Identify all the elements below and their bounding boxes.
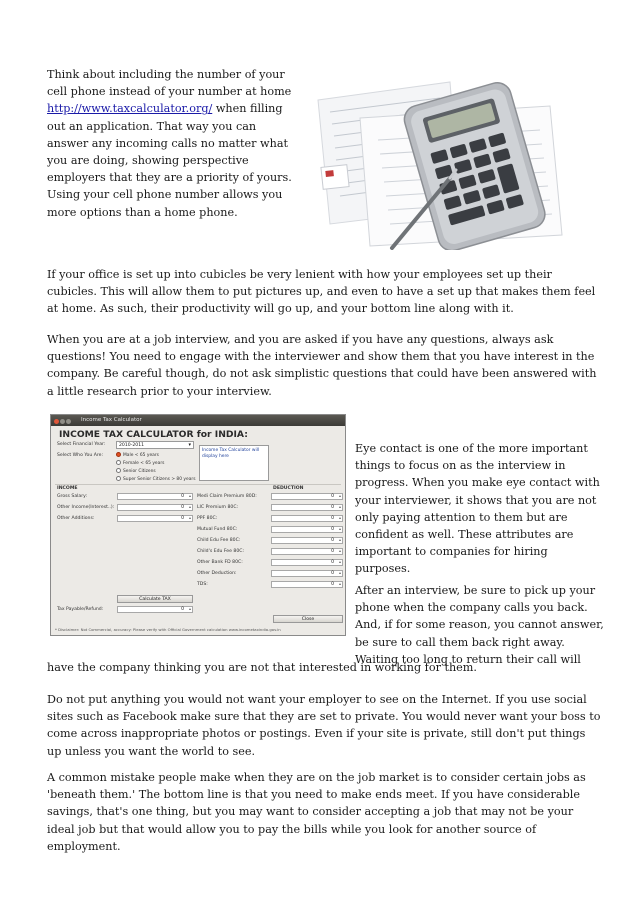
deduction-input[interactable]: 0 ▴ — [271, 570, 343, 577]
financial-year-select[interactable]: 2010-2011 ▾ — [116, 441, 194, 449]
deduction-label: TDS: — [197, 582, 208, 587]
taxcalculator-link[interactable]: http://www.taxcalculator.org/ — [47, 102, 213, 116]
deduction-input[interactable]: 0 ▴ — [271, 526, 343, 533]
deduction-label: Other Deduction: — [197, 571, 237, 576]
financial-year-label: Select Financial Year: — [57, 442, 106, 447]
income-header: INCOME — [57, 486, 78, 491]
gross-salary-input[interactable]: 0 ▴ — [117, 493, 193, 500]
window-titlebar — [51, 415, 345, 426]
calculator-heading: INCOME TAX CALCULATOR for INDIA: — [59, 429, 248, 440]
radio-icon — [116, 460, 121, 465]
chevron-down-icon: ▾ — [188, 442, 191, 448]
deduction-input[interactable]: 0 ▴ — [271, 581, 343, 588]
paragraph-eye-contact: Eye contact is one of the more important things to focus on as the interview in progress. When you make eye contact with your interviewer, it shows that you are not only paying attention to them but are confident as well. These attributes are important to companies for hiring purposes. — [355, 442, 600, 576]
paragraph-after-interview: After an interview, be sure to pick up your phone when the company calls you back. And, if for some reason, you cannot answer, be sure to call them back right away. Waiting too long to return their call will — [355, 584, 604, 666]
income-label: Gross Salary: — [57, 494, 88, 499]
radio-selected-icon — [116, 452, 121, 457]
deduction-label: PPF 80C: — [197, 516, 218, 521]
radio-icon — [116, 468, 121, 473]
deduction-input[interactable]: 0 ▴ — [271, 559, 343, 566]
window-title: Income Tax Calculator — [81, 417, 142, 423]
deduction-label: Other Bank FD 80C: — [197, 560, 243, 565]
minimize-window-icon — [60, 419, 65, 424]
paragraph-after-interview-continued: have the company thinking you are not that interested in working for them. — [47, 661, 477, 674]
income-tax-calculator-screenshot — [50, 414, 346, 636]
deduction-input[interactable]: 0 ▴ — [271, 537, 343, 544]
disclaimer-note: * Disclaimer: Not Commercial, accuracy: Please verify with Official Government calculation www.incometaxindia.gov.in — [55, 627, 281, 632]
calculator-photo — [300, 70, 590, 250]
deduction-input[interactable]: 0 ▴ — [271, 515, 343, 522]
you-are-label: Select Who You Are: — [57, 453, 104, 458]
deduction-input[interactable]: 0 ▴ — [271, 548, 343, 555]
result-display: Income Tax Calculator will display here — [199, 445, 269, 481]
deduction-label: Child's Edu Fee 80C: — [197, 549, 244, 554]
radio-super-senior[interactable]: Super Senior Citizens > 80 years — [116, 476, 195, 482]
close-window-icon — [54, 419, 59, 424]
paragraph-interview-questions: When you are at a job interview, and you are asked if you have any questions, always ask questions! You need to engage with the interviewer and show them that you have interest in the company. Be careful though, do not ask simplistic questions that could have been answered with a little research prior to your interview. — [47, 333, 597, 398]
paragraph-internet: Do not put anything you would not want your employer to see on the Internet. If you use social sites such as Facebook make sure that they are set to private. You would never want your boss to come across inappropriate photos or postings. Even if your site is private, still don't put things up unless you want the world to see. — [47, 693, 601, 758]
radio-female[interactable]: Female < 65 years — [116, 460, 164, 466]
other-additions-input[interactable]: 0 ▴ — [117, 515, 193, 522]
income-label: Other Additions: — [57, 516, 95, 521]
other-income-input[interactable]: 0 ▴ — [117, 504, 193, 511]
divider — [55, 484, 341, 485]
intro-paragraph: Think about including the number of your cell phone instead of your number at home http://www.taxcalculator.org/ when filling out an application. That way you can answer any incoming calls no matter what you are doing, showing perspective employers that they are a priority of yours. Using your cell phone number allows you more options than a home phone. — [47, 68, 292, 219]
deduction-label: Child Edu Fee 80C: — [197, 538, 241, 543]
tax-payable-output: 0 ▴ — [117, 606, 193, 613]
income-label: Other Income(Interest..): — [57, 505, 115, 510]
deduction-label: Medi Claim Premium 80D: — [197, 494, 257, 499]
paragraph-cubicles: If your office is set up into cubicles be very lenient with how your employees set up their cubicles. This will allow them to put pictures up, and even to have a set up that makes them feel at home. As such, their productivity will go up, and your bottom line along with it. — [47, 268, 596, 316]
radio-senior[interactable]: Senior Citizens — [116, 468, 156, 474]
deduction-input[interactable]: 0 ▴ — [271, 504, 343, 511]
radio-male[interactable]: Male < 65 years — [116, 452, 159, 458]
paragraph-beneath: A common mistake people make when they are on the job market is to consider certain jobs as 'beneath them.' The bottom line is that you need to make ends meet. If you have considerable savings, that's one thing, but you may want to consider accepting a job that may not be your ideal job but that would allow you to pay the bills while you look for another source of employment. — [47, 771, 586, 853]
deduction-label: Mutual Fund 80C: — [197, 527, 238, 532]
deduction-header: DEDUCTION — [273, 486, 304, 491]
deduction-input[interactable]: 0 ▴ — [271, 493, 343, 500]
calculate-tax-button[interactable]: Calculate TAX — [117, 595, 193, 603]
close-button[interactable]: Close — [273, 615, 343, 623]
tax-payable-label: Tax Payable/Refund: — [57, 607, 104, 612]
deduction-label: LIC Premium 80C: — [197, 505, 239, 510]
maximize-window-icon — [66, 419, 71, 424]
radio-icon — [116, 476, 121, 481]
